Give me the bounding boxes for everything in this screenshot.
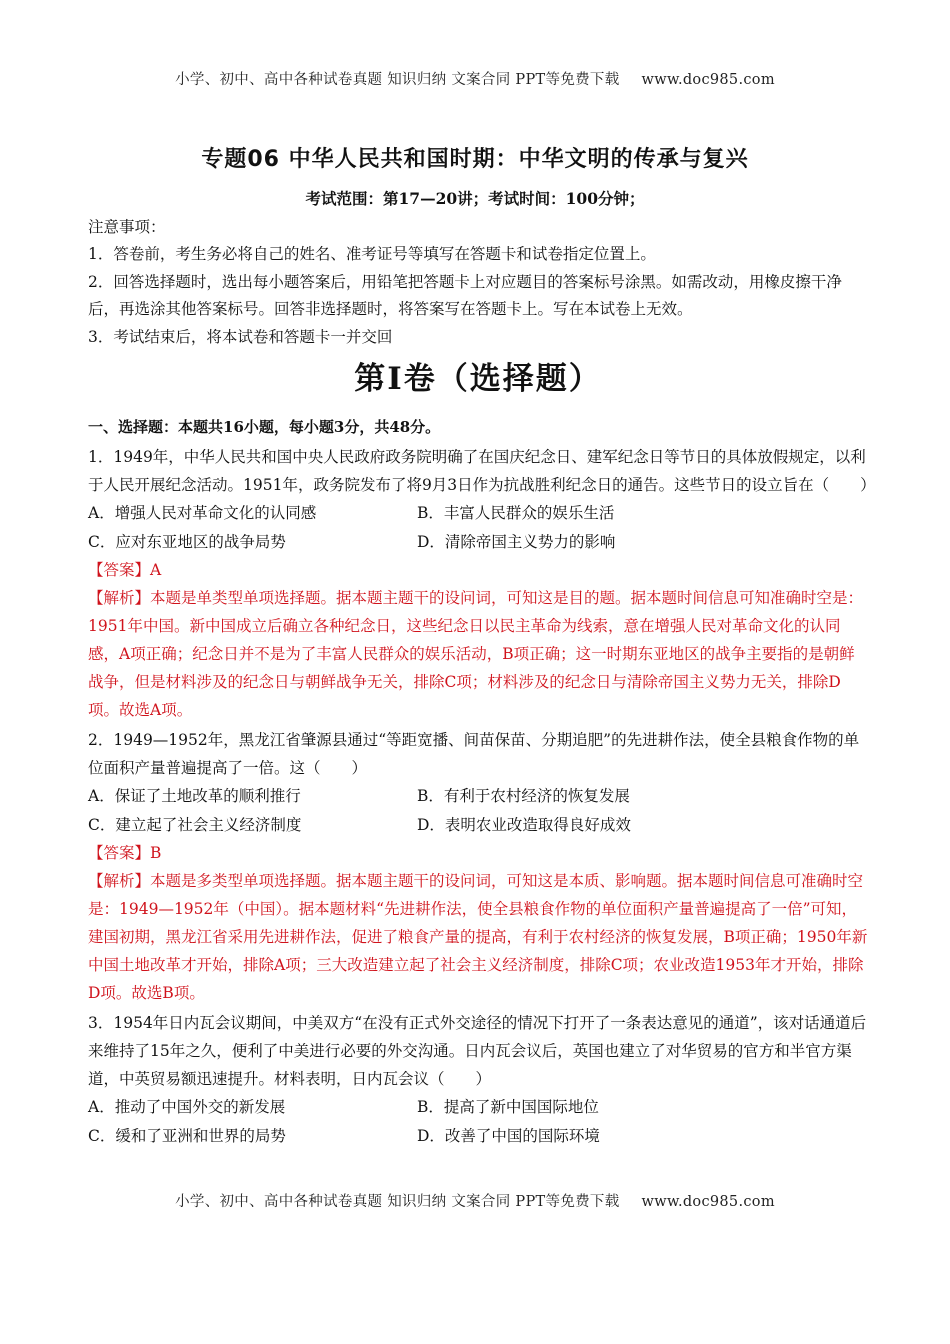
footer-text: 小学、初中、高中各种试卷真题 知识归纳 文案合同 PPT等免费下载 xyxy=(175,1194,620,1210)
note-item-2: 2．回答选择题时，选出每小题答案后，用铅笔把答题卡上对应题目的答案标号涂黑。如需改动，用橡皮擦干净后，再选涂其他答案标号。回答非选择题时，将答案写在答题卡上。写在本试卷上无效。 xyxy=(88,272,842,318)
part-heading: 一、选择题：本题共16小题，每小题3分，共48分。 xyxy=(88,418,441,436)
header-text: 小学、初中、高中各种试卷真题 知识归纳 文案合同 PPT等免费下载 xyxy=(175,72,620,88)
question-2-option-a[interactable]: A．保证了土地改革的顺利推行 xyxy=(88,787,301,805)
question-3-options xyxy=(88,1093,868,1122)
question-1-option-c[interactable]: C．应对东亚地区的战争局势 xyxy=(88,532,286,551)
exam-content xyxy=(88,214,876,1150)
exam-scope: 考试范围：第17—20讲；考试时间：100分钟； xyxy=(305,189,645,208)
question-2-options-row2 xyxy=(88,811,868,840)
question-3-option-b[interactable]: B．提高了新中国国际地位 xyxy=(417,1098,599,1116)
section-title: 第I卷（选择题） xyxy=(354,361,602,397)
question-1-stem: 1．1949年，中华人民共和国中央人民政府政务院明确了在国庆纪念日、建军纪念日等节日的具体放假规定，以利于人民开展纪念活动。1951年，政务院发布了将9月3日作为抗战胜利纪念日的通告。这些节日的设立旨在（ ） xyxy=(88,448,876,494)
question-2-stem: 2．1949—1952年，黑龙江省肇源县通过“等距宽播、间苗保苗、分期追肥”的先进耕作法，使全县粮食作物的单位面积产量普遍提高了一倍。这（ ） xyxy=(88,731,860,777)
question-2-answer: 【答案】B xyxy=(88,844,162,862)
question-1-option-b[interactable]: B．丰富人民群众的娱乐生活 xyxy=(417,504,615,522)
question-3-option-a[interactable]: A．推动了中国外交的新发展 xyxy=(88,1098,286,1116)
question-1-options-row2 xyxy=(88,528,868,557)
page-header xyxy=(0,68,950,89)
note-item-1: 1．答卷前，考生务必将自己的姓名、准考证号等填写在答题卡和试卷指定位置上。 xyxy=(88,245,656,263)
footer-site-link[interactable]: www.doc985.com xyxy=(641,1194,775,1210)
question-3-option-d[interactable]: D．改善了中国的国际环境 xyxy=(417,1126,600,1145)
header-site-link[interactable]: www.doc985.com xyxy=(641,72,775,88)
question-3-options-row2 xyxy=(88,1122,868,1151)
question-3-stem: 3．1954年日内瓦会议期间，中美双方“在没有正式外交途径的情况下打开了一条表达意见的通道”，该对话通道后来维持了15年之久，便利了中美进行必要的外交沟通。日内瓦会议后，英国也建立了对华贸易的官方和半官方渠道，中英贸易额迅速提升。材料表明，日内瓦会议（ ） xyxy=(88,1014,867,1088)
question-2-explanation: 【解析】本题是多类型单项选择题。据本题主题干的设问词，可知这是本质、影响题。据本题时间信息可准确时空是：1949—1952年（中国）。据本题材料“先进耕作法，使全县粮食作物的单位面积产量普遍提高了一倍”可知，建国初期，黑龙江省采用先进耕作法，促进了粮食产量的提高，有利于农村经济的恢复发展，B项正确；1950年新中国土地改革才开始，排除A项；三大改造建立起了社会主义经济制度，排除C项；农业改造1953年才开始，排除D项。故选B项。 xyxy=(88,872,868,1002)
question-1-option-d[interactable]: D．清除帝国主义势力的影响 xyxy=(417,532,616,551)
question-2-option-c[interactable]: C．建立起了社会主义经济制度 xyxy=(88,815,302,834)
question-2-option-d[interactable]: D．表明农业改造取得良好成效 xyxy=(417,815,631,834)
note-item-3: 3．考试结束后，将本试卷和答题卡一并交回 xyxy=(88,327,393,346)
question-1-options xyxy=(88,499,868,528)
question-2-options xyxy=(88,782,868,811)
notes-heading: 注意事项： xyxy=(88,218,166,236)
question-2-option-b[interactable]: B．有利于农村经济的恢复发展 xyxy=(417,787,630,805)
document-title: 专题06 中华人民共和国时期：中华文明的传承与复兴 xyxy=(201,147,749,172)
question-1-option-a[interactable]: A．增强人民对革命文化的认同感 xyxy=(88,504,317,522)
question-3-option-c[interactable]: C．缓和了亚洲和世界的局势 xyxy=(88,1126,286,1145)
question-1-explanation: 【解析】本题是单类型单项选择题。据本题主题干的设问词，可知这是目的题。据本题时间信息可知准确时空是：1951年中国。新中国成立后确立各种纪念日，这些纪念日以民主革命为线索，意在增强人民对革命文化的认同感，A项正确；纪念日并不是为了丰富人民群众的娱乐活动，B项正确；这一时期东亚地区的战争主要指的是朝鲜战争，但是材料涉及的纪念日与朝鲜战争无关，排除C项；材料涉及的纪念日与清除帝国主义势力无关，排除D项。故选A项。 xyxy=(88,589,864,719)
question-1-answer: 【答案】A xyxy=(88,561,162,579)
page-footer xyxy=(0,1190,950,1211)
